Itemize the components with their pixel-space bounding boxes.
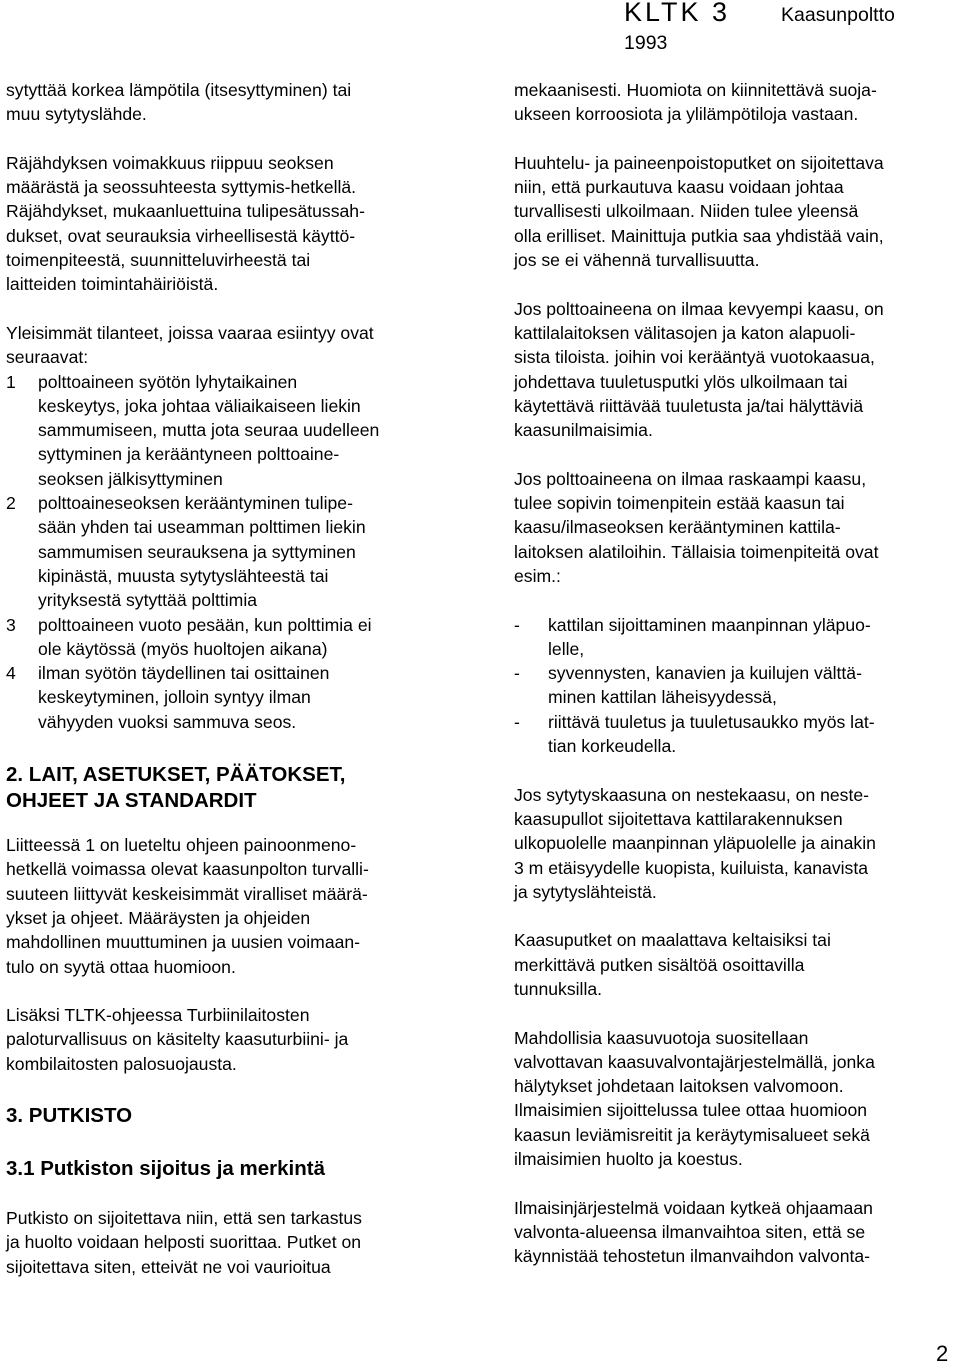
text-line: Kaasuputket on maalattava keltaisiksi tai <box>514 930 831 951</box>
list-item <box>514 613 954 662</box>
detector-ventilation-paragraph <box>514 1196 954 1269</box>
text-line: mekaanisesti. Huomiota on kiinnitettävä suoja- <box>514 80 877 100</box>
text-line: Jos sytytyskaasuna on nestekaasu, on neste- <box>514 784 870 805</box>
list-item-number: 3 <box>6 614 16 635</box>
text-line: minen kattilan läheisyydessä, <box>548 687 777 708</box>
text-line: polttoaineseoksen kerääntyminen tulipe- <box>38 493 353 514</box>
text-line: kaasu/ilmaseoksen kerääntyminen kattila- <box>514 517 841 538</box>
text-line: suuteen liittyvät keskeisimmät viralliset määrä- <box>6 883 368 904</box>
list-item <box>6 370 451 491</box>
text-line: ja huolto voidaan helposti suorittaa. Putket on <box>6 1232 362 1253</box>
text-line: valvottavan kaasuvalvontajärjestelmällä, jonka <box>514 1051 875 1072</box>
text-line: kombilaitosten palosuojausta. <box>6 1053 237 1074</box>
page-number: 2 <box>936 1341 949 1366</box>
text-line: laitoksen alatiloihin. Tällaisia toimenpiteitä ovat <box>514 541 879 562</box>
pipe-marking-paragraph <box>514 928 954 1001</box>
text-line: käynnistää tehostetun ilmanvaihdon valvonta- <box>514 1246 871 1267</box>
text-line: polttoaineen vuoto pesään, kun polttimia ei <box>38 614 372 635</box>
text-line: sijoitettava siten, etteivät ne voi vaurioitua <box>6 1256 331 1277</box>
text-line: tulee sopivin toimenpitein estää kaasun tai <box>514 493 845 514</box>
text-line: Liitteessä 1 on lueteltu ohjeen painoonmeno- <box>6 835 357 856</box>
text-line: syttyminen ja kerääntyneen polttoaine- <box>38 444 340 465</box>
text-line: muu sytytyslähde. <box>6 104 147 125</box>
text-line: lelle, <box>548 638 585 659</box>
purge-pipes-paragraph <box>514 151 954 272</box>
text-line: esim.: <box>514 565 561 586</box>
list-item-number: 4 <box>6 663 16 684</box>
text-line: Huuhtelu- ja paineenpoistoputket on sijoitettava <box>514 152 884 173</box>
document-year: 1993 <box>624 32 668 54</box>
text-line: kaasun leviämisreitit ja keräytymisalueet sekä <box>514 1124 870 1145</box>
document-code: KLTK 3 <box>624 0 731 27</box>
text-line: dukset, ovat seurauksia virheellisestä käyttö- <box>6 225 356 246</box>
text-line: yrityksestä sytyttää polttimia <box>38 590 258 611</box>
text-line: sytyttää korkea lämpötila (itsesyttyminen) tai <box>6 80 352 100</box>
text-line: keskeytyminen, jolloin syntyy ilman <box>38 687 311 708</box>
explosion-paragraph <box>6 151 451 297</box>
text-line: Jos polttoaineena on ilmaa raskaampi kaasu, <box>514 468 867 489</box>
text-line: riittävä tuuletus ja tuuletusaukko myös lat- <box>548 711 875 732</box>
text-line: kattilan sijoittaminen maanpinnan yläpuo- <box>548 614 871 635</box>
text-line: johdettava tuuletusputki ylös ulkoilmaan tai <box>514 371 848 392</box>
section-3-1-heading: 3.1 Putkiston sijoitus ja merkintä <box>6 1156 325 1180</box>
text-line: Räjähdykset, mukaanluettuina tulipesätussah- <box>6 201 365 222</box>
text-line: turvallisesti ulkoilmaan. Niiden tulee yleensä <box>514 201 859 222</box>
dash-marker: - <box>514 663 520 684</box>
dash-list <box>514 613 954 759</box>
list-item <box>514 661 954 710</box>
leak-monitoring-paragraph <box>514 1026 954 1172</box>
text-line: keskeytys, joka johtaa väliaikaiseen liekin <box>38 395 361 416</box>
text-line: toimenpiteestä, suunnitteluvirheestä tai <box>6 250 311 271</box>
text-line: niin, että purkautuva kaasu voidaan johtaa <box>514 177 844 198</box>
text-line: laitteiden toimintahäiriöistä. <box>6 274 219 295</box>
list-item-number: 1 <box>6 371 16 392</box>
text-line: sista tiloista. joihin voi kerääntyä vuotokaasua, <box>514 347 875 368</box>
common-situations-paragraph <box>6 321 451 370</box>
text-line: tunnuksilla. <box>514 978 603 999</box>
list-item <box>6 661 451 734</box>
numbered-list <box>6 370 451 734</box>
text-line: paloturvallisuus on käsitelty kaasuturbiini- ja <box>6 1029 349 1050</box>
dash-marker: - <box>514 614 520 635</box>
heading-line: 2. LAIT, ASETUKSET, PÄÄTOKSET, <box>6 763 346 787</box>
text-line: ilmaisimien huolto ja koestus. <box>514 1149 743 1170</box>
list-item <box>6 613 451 662</box>
text-line: sammumisen seurauksena ja syttyminen <box>38 541 356 562</box>
text-line: ykset ja ohjeet. Määräysten ja ohjeiden <box>6 907 311 928</box>
dash-marker: - <box>514 711 520 732</box>
text-line: kaasupullot sijoitettava kattilarakennuksen <box>514 808 843 829</box>
list-item <box>514 710 954 759</box>
text-line: 3 m etäisyydelle kuopista, kuiluista, kanavista <box>514 857 869 878</box>
text-line: ukseen korroosiota ja ylilämpötiloja vastaan. <box>514 104 859 125</box>
text-line: merkittävä putken sisältöä osoittavilla <box>514 954 805 975</box>
text-line: ole käytössä (myös huoltojen aikana) <box>38 638 328 659</box>
text-line: sammumiseen, mutta jota seuraa uudelleen <box>38 420 380 441</box>
text-line: ja sytytyslähteistä. <box>514 881 657 902</box>
light-gas-paragraph <box>514 297 954 443</box>
text-line: seoksen jälkisyttyminen <box>38 468 223 489</box>
text-line: Putkisto on sijoitettava niin, että sen tarkastus <box>6 1207 362 1228</box>
heading-line: OHJEET JA STANDARDIT <box>6 789 257 813</box>
text-line: ulkopuolelle maanpinnan yläpuolelle ja ainakin <box>514 833 876 854</box>
text-line: polttoaineen syötön lyhytaikainen <box>38 371 298 392</box>
text-line: Jos polttoaineena on ilmaa kevyempi kaasu, on <box>514 298 884 319</box>
text-line: hälytykset johdetaan laitoksen valvomoon. <box>514 1076 844 1097</box>
text-line: hetkellä voimassa olevat kaasunpolton turvalli- <box>6 859 369 880</box>
text-line: valvonta-alueensa ilmanvaihtoa siten, että se <box>514 1221 866 1242</box>
piping-paragraph <box>6 1206 451 1279</box>
text-line: Yleisimmät tilanteet, joissa vaaraa esiintyy ovat <box>6 322 374 343</box>
text-line: sään yhden tai useamman polttimen liekin <box>38 517 366 538</box>
heavy-gas-paragraph <box>514 467 954 588</box>
text-line: kattilalaitoksen välitasojen ja katon alapuoli- <box>514 322 856 343</box>
text-line: tian korkeudella. <box>548 736 677 757</box>
list-item <box>6 491 451 612</box>
corrosion-paragraph <box>514 78 954 127</box>
text-line: Ilmaisimien sijoittelussa tulee ottaa huomioon <box>514 1100 868 1121</box>
text-line: Lisäksi TLTK-ohjeessa Turbiinilaitosten <box>6 1005 310 1026</box>
document-topic: Kaasunpoltto <box>781 4 895 26</box>
right-column <box>514 78 954 1269</box>
text-line: määrästä ja seossuhteesta syttymis-hetkellä. <box>6 177 357 198</box>
list-item-number: 2 <box>6 493 16 514</box>
text-line: kipinästä, muusta sytytyslähteestä tai <box>38 565 329 586</box>
text-line: Räjähdyksen voimakkuus riippuu seoksen <box>6 152 334 173</box>
regulations-paragraph <box>6 833 451 979</box>
text-line: jos se ei vähennä turvallisuutta. <box>514 250 760 271</box>
text-line: Ilmaisinjärjestelmä voidaan kytkeä ohjaamaan <box>514 1197 873 1218</box>
tltk-paragraph <box>6 1003 451 1076</box>
text-line: olla erilliset. Mainittuja putkia saa yhdistää vain, <box>514 225 884 246</box>
text-line: käytettävä riittävää tuuletusta ja/tai hälyttäviä <box>514 395 864 416</box>
text-line: mahdollinen muuttuminen ja uusien voimaan- <box>6 932 361 953</box>
lpg-paragraph <box>514 783 954 904</box>
text-line: vähyyden vuoksi sammuva seos. <box>38 711 297 732</box>
left-column <box>6 78 451 1279</box>
intro-paragraph <box>6 78 451 127</box>
text-line: ilman syötön täydellinen tai osittainen <box>38 663 330 684</box>
text-line: syvennysten, kanavien ja kuilujen välttä- <box>548 663 862 684</box>
text-line: kaasunilmaisimia. <box>514 420 653 441</box>
text-line: tulo on syytä ottaa huomioon. <box>6 956 236 977</box>
section-2-heading <box>6 762 451 814</box>
section-3-heading: 3. PUTKISTO <box>6 1103 133 1127</box>
text-line: seuraavat: <box>6 347 89 368</box>
text-line: Mahdollisia kaasuvuotoja suositellaan <box>514 1027 809 1048</box>
